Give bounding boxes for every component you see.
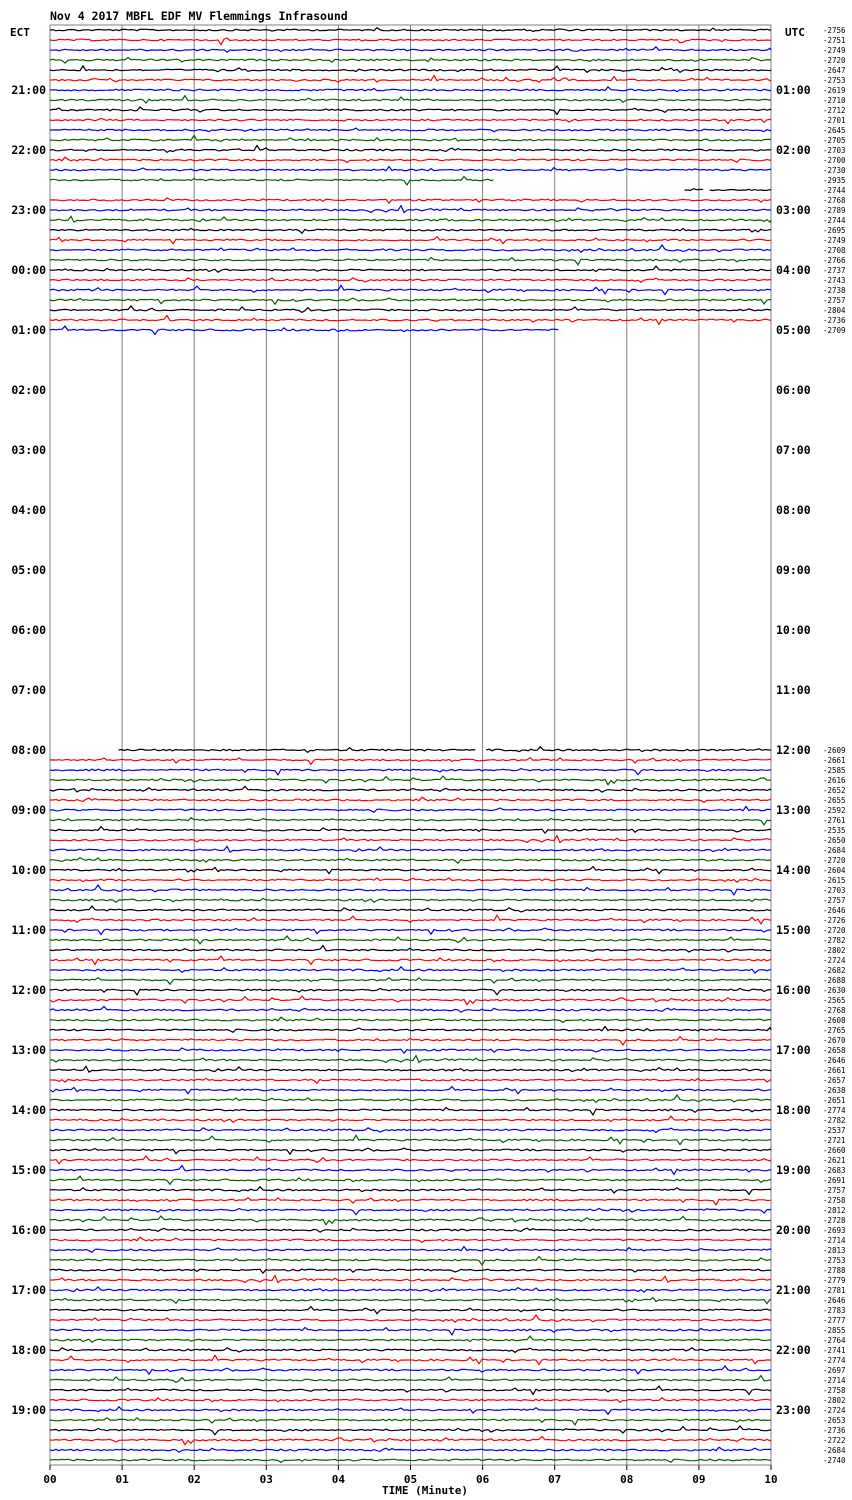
offset-label: -2737 (823, 266, 846, 275)
offset-label: -2710 (823, 96, 846, 105)
utc-hour-label: 23:00 (776, 1403, 811, 1417)
offset-label: -2758 (823, 1386, 846, 1395)
offset-label: -2657 (823, 1076, 846, 1085)
trace-line (50, 326, 558, 334)
offset-label: -2609 (823, 746, 846, 755)
x-tick-label: 05 (403, 1473, 418, 1486)
x-tick-label: 10 (764, 1473, 778, 1486)
utc-hour-label: 03:00 (776, 203, 811, 217)
offset-label: -2630 (823, 986, 846, 995)
x-tick-label: 04 (331, 1473, 346, 1486)
trace-line (486, 747, 771, 752)
ect-hour-label: 12:00 (11, 983, 46, 997)
offset-label: -2651 (823, 1096, 846, 1105)
offset-label: -2782 (823, 936, 846, 945)
offset-label: -2757 (823, 896, 846, 905)
offset-label: -2697 (823, 1366, 846, 1375)
trace-line (119, 748, 476, 753)
x-tick-label: 03 (259, 1473, 273, 1486)
offset-label: -2647 (823, 66, 846, 75)
offset-label: -2751 (823, 36, 846, 45)
utc-hour-label: 10:00 (776, 623, 811, 637)
offset-label: -2736 (823, 316, 846, 325)
offset-label: -2646 (823, 1056, 846, 1065)
offset-label: -2661 (823, 1066, 846, 1075)
offset-label: -2782 (823, 1116, 846, 1125)
offset-label: -2608 (823, 1016, 846, 1025)
utc-hour-label: 19:00 (776, 1163, 811, 1177)
offset-label: -2855 (823, 1326, 846, 1335)
offset-label: -2724 (823, 956, 846, 965)
offset-label: -2653 (823, 1416, 846, 1425)
offset-label: -2757 (823, 1186, 846, 1195)
ect-hour-label: 10:00 (11, 863, 46, 877)
x-tick-label: 07 (548, 1473, 562, 1486)
offset-label: -2753 (823, 1256, 846, 1265)
offset-label: -2660 (823, 1146, 846, 1155)
offset-label: -2615 (823, 876, 846, 885)
x-tick-label: 09 (692, 1473, 706, 1486)
offset-label: -2743 (823, 276, 846, 285)
ect-hour-label: 09:00 (11, 803, 46, 817)
offset-label: -2781 (823, 1286, 846, 1295)
offset-label: -2682 (823, 966, 846, 975)
offset-label: -2749 (823, 236, 846, 245)
offset-label: -2779 (823, 1276, 846, 1285)
offset-label: -2604 (823, 866, 846, 875)
utc-hour-label: 01:00 (776, 83, 811, 97)
offset-label: -2712 (823, 106, 846, 115)
ect-hour-label: 16:00 (11, 1223, 46, 1237)
offset-label: -2638 (823, 1086, 846, 1095)
offset-label: -2738 (823, 286, 846, 295)
offset-label: -2802 (823, 946, 846, 955)
offset-label: -2652 (823, 786, 846, 795)
utc-hour-label: 21:00 (776, 1283, 811, 1297)
offset-label: -2703 (823, 886, 846, 895)
offset-label: -2736 (823, 1426, 846, 1435)
offset-label: -2728 (823, 1216, 846, 1225)
offset-label: -2709 (823, 326, 846, 335)
ect-hour-label: 00:00 (11, 263, 46, 277)
offset-label: -2655 (823, 796, 846, 805)
offset-label: -2813 (823, 1246, 846, 1255)
offset-label: -2650 (823, 836, 846, 845)
offset-label: -2592 (823, 806, 846, 815)
utc-hour-label: 20:00 (776, 1223, 811, 1237)
ect-hour-label: 13:00 (11, 1043, 46, 1057)
ect-hour-label: 03:00 (11, 443, 46, 457)
offset-label: -2765 (823, 1026, 846, 1035)
utc-hour-label: 16:00 (776, 983, 811, 997)
offset-label: -2565 (823, 996, 846, 1005)
ect-hour-label: 02:00 (11, 383, 46, 397)
utc-hour-label: 05:00 (776, 323, 811, 337)
offset-label: -2688 (823, 976, 846, 985)
offset-label: -2774 (823, 1106, 846, 1115)
ect-hour-label: 08:00 (11, 743, 46, 757)
offset-label: -2758 (823, 1196, 846, 1205)
offset-label: -2658 (823, 1046, 846, 1055)
ect-axis-label: ECT (10, 26, 30, 39)
offset-label: -2701 (823, 116, 846, 125)
offset-label: -2646 (823, 1296, 846, 1305)
offset-label: -2616 (823, 776, 846, 785)
x-tick-label: 00 (43, 1473, 57, 1486)
offset-label: -2802 (823, 1396, 846, 1405)
offset-label: -2804 (823, 306, 846, 315)
utc-hour-label: 13:00 (776, 803, 811, 817)
offset-label: -2619 (823, 86, 846, 95)
offset-label: -2720 (823, 926, 846, 935)
ect-hour-label: 14:00 (11, 1103, 46, 1117)
ect-hour-label: 19:00 (11, 1403, 46, 1417)
offset-label: -2684 (823, 1446, 846, 1455)
offset-label: -2721 (823, 1136, 846, 1145)
x-axis-title: TIME (Minute) (381, 1484, 469, 1497)
offset-label: -2585 (823, 766, 846, 775)
x-axis-ticks (43, 1465, 777, 1486)
offset-label: -2740 (823, 1456, 846, 1465)
chart-title: Nov 4 2017 MBFL EDF MV Flemmings Infrasound (50, 9, 348, 23)
offset-label: -2684 (823, 846, 846, 855)
offset-label: -2720 (823, 56, 846, 65)
offset-label: -2661 (823, 756, 846, 765)
offset-label: -2749 (823, 46, 846, 55)
utc-hour-label: 14:00 (776, 863, 811, 877)
offset-label: -2645 (823, 126, 846, 135)
utc-hour-label: 07:00 (776, 443, 811, 457)
offset-label: -2714 (823, 1236, 846, 1245)
utc-hour-label: 18:00 (776, 1103, 811, 1117)
offset-label: -2768 (823, 1006, 846, 1015)
offset-label: -2753 (823, 76, 846, 85)
ect-hour-label: 11:00 (11, 923, 46, 937)
ect-hour-label: 04:00 (11, 503, 46, 517)
ect-hour-label: 06:00 (11, 623, 46, 637)
offset-label: -2646 (823, 906, 846, 915)
utc-hour-label: 15:00 (776, 923, 811, 937)
ect-hour-label: 01:00 (11, 323, 46, 337)
offset-label: -2695 (823, 226, 846, 235)
ect-hour-label: 21:00 (11, 83, 46, 97)
trace-line (50, 177, 493, 185)
ect-hour-label: 05:00 (11, 563, 46, 577)
offset-label: -2744 (823, 186, 846, 195)
offset-label: -2757 (823, 296, 846, 305)
offset-label: -2535 (823, 826, 846, 835)
ect-hour-label: 15:00 (11, 1163, 46, 1177)
offset-label: -2730 (823, 166, 846, 175)
offset-labels (823, 26, 846, 1465)
offset-label: -2741 (823, 1346, 846, 1355)
offset-label: -2726 (823, 916, 846, 925)
offset-label: -2761 (823, 816, 846, 825)
trace-line (710, 189, 771, 190)
offset-label: -2621 (823, 1156, 846, 1165)
offset-label: -2683 (823, 1166, 846, 1175)
ect-hour-label: 07:00 (11, 683, 46, 697)
utc-hour-label: 17:00 (776, 1043, 811, 1057)
offset-label: -2744 (823, 216, 846, 225)
offset-label: -2700 (823, 156, 846, 165)
offset-label: -2722 (823, 1436, 846, 1445)
trace-line (685, 189, 703, 191)
utc-hour-label: 11:00 (776, 683, 811, 697)
offset-label: -2788 (823, 1266, 846, 1275)
offset-label: -2703 (823, 146, 846, 155)
ect-hour-label: 23:00 (11, 203, 46, 217)
utc-hour-label: 09:00 (776, 563, 811, 577)
ect-hour-label: 18:00 (11, 1343, 46, 1357)
offset-label: -2714 (823, 1376, 846, 1385)
x-tick-label: 06 (475, 1473, 490, 1486)
offset-label: -2764 (823, 1336, 846, 1345)
utc-hour-label: 06:00 (776, 383, 811, 397)
utc-hour-label: 02:00 (776, 143, 811, 157)
offset-label: -2756 (823, 26, 846, 35)
utc-hour-label: 22:00 (776, 1343, 811, 1357)
offset-label: -2783 (823, 1306, 846, 1315)
offset-label: -2766 (823, 256, 846, 265)
offset-label: -2935 (823, 176, 846, 185)
offset-label: -2693 (823, 1226, 846, 1235)
offset-label: -2537 (823, 1126, 846, 1135)
x-tick-label: 01 (115, 1473, 129, 1486)
offset-label: -2708 (823, 246, 846, 255)
offset-label: -2670 (823, 1036, 846, 1045)
offset-label: -2777 (823, 1316, 846, 1325)
utc-hour-label: 12:00 (776, 743, 811, 757)
offset-label: -2789 (823, 206, 846, 215)
offset-label: -2705 (823, 136, 846, 145)
offset-label: -2768 (823, 196, 846, 205)
offset-label: -2774 (823, 1356, 846, 1365)
x-tick-label: 08 (620, 1473, 634, 1486)
offset-label: -2812 (823, 1206, 846, 1215)
ect-hour-label: 22:00 (11, 143, 46, 157)
utc-hour-label: 04:00 (776, 263, 811, 277)
ect-hour-label: 17:00 (11, 1283, 46, 1297)
utc-axis-label: UTC (785, 26, 805, 39)
offset-label: -2724 (823, 1406, 846, 1415)
offset-label: -2720 (823, 856, 846, 865)
x-tick-label: 02 (187, 1473, 201, 1486)
offset-label: -2691 (823, 1176, 846, 1185)
utc-hour-label: 08:00 (776, 503, 811, 517)
